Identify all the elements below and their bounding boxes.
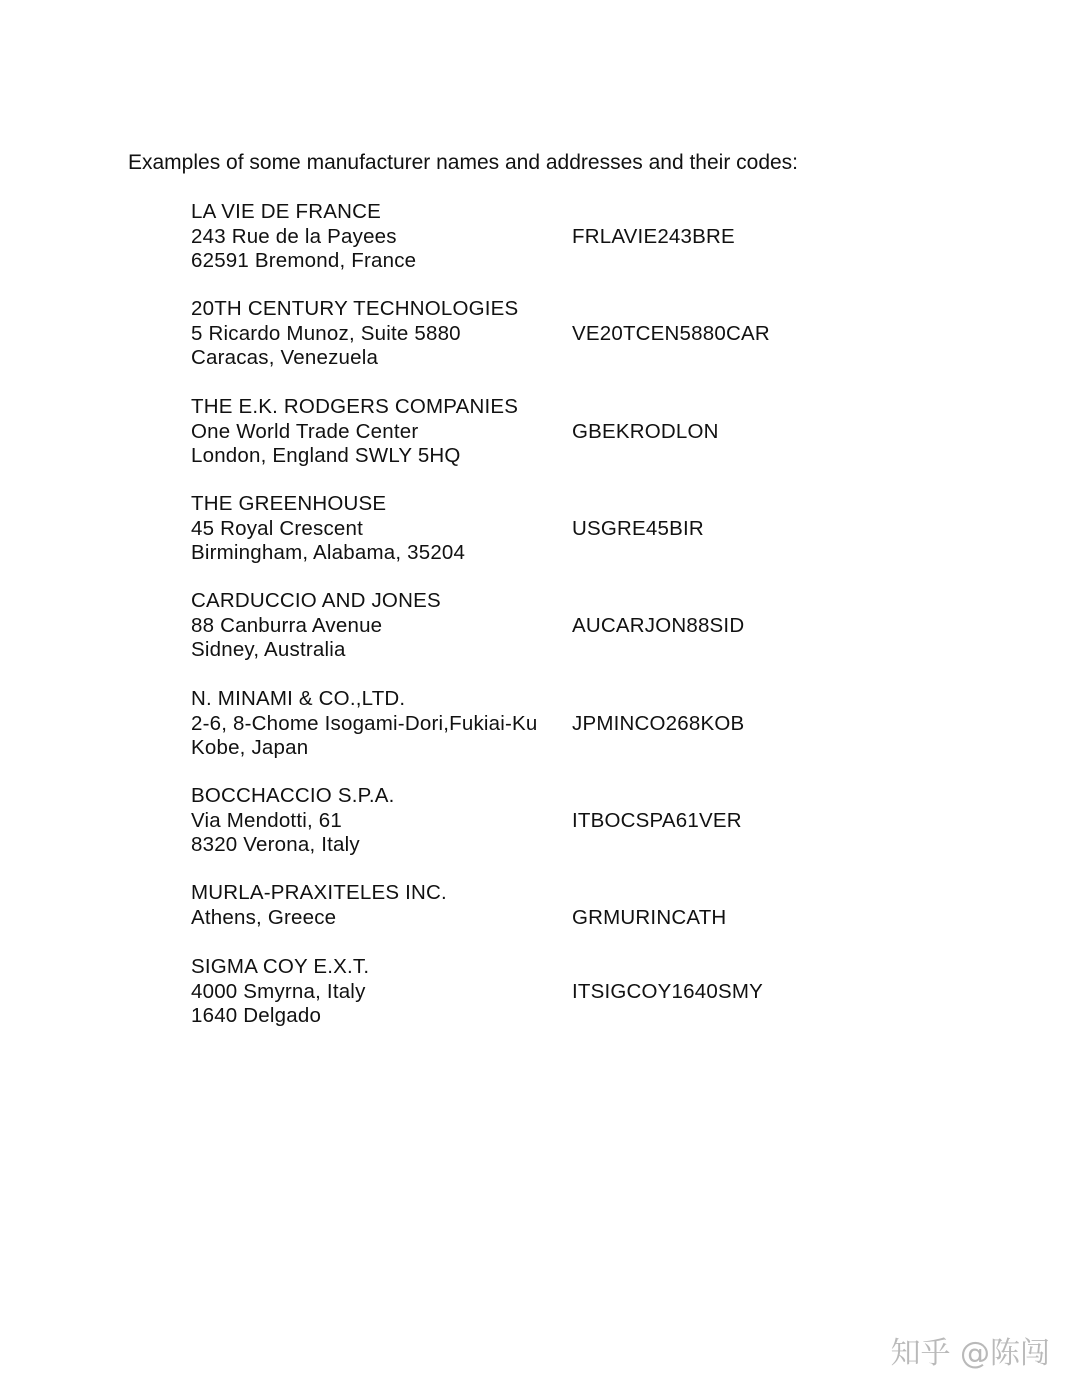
address-line: Caracas, Venezuela xyxy=(191,346,379,369)
address-line: London, England SWLY 5HQ xyxy=(191,444,461,467)
address-line: 243 Rue de la Payees xyxy=(191,224,397,248)
address-line: 1640 Delgado xyxy=(191,1004,322,1027)
address-line: 5 Ricardo Munoz, Suite 5880 xyxy=(191,321,461,345)
manufacturer-address xyxy=(191,881,447,930)
manufacturer-address xyxy=(191,784,395,858)
address-line: SIGMA COY E.X.T. xyxy=(191,955,370,978)
address-line: BOCCHACCIO S.P.A. xyxy=(191,784,395,807)
manufacturer-code: ITBOCSPA61VER xyxy=(572,808,742,832)
address-line: MURLA-PRAXITELES INC. xyxy=(191,881,447,904)
address-line: 2-6, 8-Chome Isogami-Dori,Fukiai-Ku xyxy=(191,711,538,735)
address-line: 4000 Smyrna, Italy xyxy=(191,979,366,1003)
manufacturer-entry xyxy=(191,492,951,572)
manufacturer-entry xyxy=(191,395,951,475)
manufacturer-address xyxy=(191,687,538,761)
manufacturer-address xyxy=(191,589,441,663)
manufacturer-address xyxy=(191,200,416,274)
address-line: N. MINAMI & CO.,LTD. xyxy=(191,687,406,710)
manufacturer-entry xyxy=(191,955,951,1035)
manufacturer-entry xyxy=(191,784,951,864)
manufacturer-entry xyxy=(191,687,951,767)
address-line: 45 Royal Crescent xyxy=(191,516,364,540)
address-line: Athens, Greece xyxy=(191,905,337,929)
manufacturer-code: GBEKRODLON xyxy=(572,419,719,443)
address-line: 20TH CENTURY TECHNOLOGIES xyxy=(191,297,519,320)
manufacturer-address xyxy=(191,955,369,1029)
manufacturer-entry xyxy=(191,589,951,669)
manufacturer-address xyxy=(191,395,518,469)
address-line: THE E.K. RODGERS COMPANIES xyxy=(191,395,519,418)
manufacturer-entry xyxy=(191,881,951,961)
manufacturer-code: VE20TCEN5880CAR xyxy=(572,321,770,345)
manufacturer-code: AUCARJON88SID xyxy=(572,613,745,637)
manufacturer-code: FRLAVIE243BRE xyxy=(572,224,735,248)
address-line: One World Trade Center xyxy=(191,419,419,443)
manufacturer-entry xyxy=(191,200,951,280)
watermark-text: 知乎 @陈闯 xyxy=(890,1336,1050,1371)
address-line: Kobe, Japan xyxy=(191,736,309,759)
address-line: Sidney, Australia xyxy=(191,638,346,661)
address-line: CARDUCCIO AND JONES xyxy=(191,589,441,612)
address-line: Birmingham, Alabama, 35204 xyxy=(191,541,466,564)
manufacturer-entry xyxy=(191,297,951,377)
manufacturer-address xyxy=(191,492,465,566)
manufacturer-address xyxy=(191,297,518,371)
address-line: 88 Canburra Avenue xyxy=(191,613,383,637)
manufacturer-code: USGRE45BIR xyxy=(572,516,704,540)
manufacturer-code: GRMURINCATH xyxy=(572,905,727,929)
address-line: 62591 Bremond, France xyxy=(191,249,417,272)
address-line: Via Mendotti, 61 xyxy=(191,808,342,832)
address-line: THE GREENHOUSE xyxy=(191,492,387,515)
manufacturer-code: ITSIGCOY1640SMY xyxy=(572,979,763,1003)
intro-text: Examples of some manufacturer names and addresses and their codes: xyxy=(128,151,799,174)
address-line: 8320 Verona, Italy xyxy=(191,833,360,856)
address-line: LA VIE DE FRANCE xyxy=(191,200,382,223)
manufacturer-code: JPMINCO268KOB xyxy=(572,711,745,735)
